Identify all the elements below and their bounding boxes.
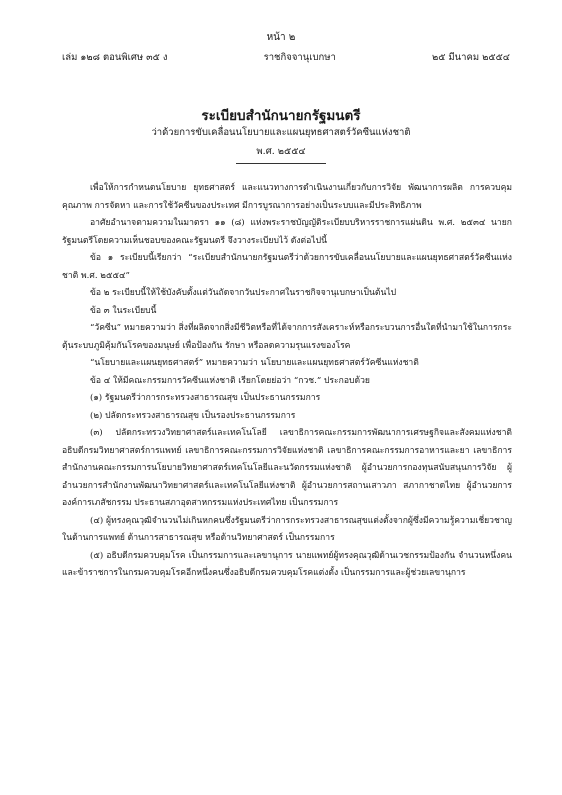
member-item-4: (๔) ผู้ทรงคุณวุฒิจำนวนไม่เกินหกคนซึ่งรัฐมนตรีว่าการกระทรวงสาธารณสุขแต่งตั้งจากผู้ซึ่งมีความรู้ความเชี่ยวชาญในด้านการแพทย์ ด้านการสาธารณสุข หรือด้านวิทยาศาสตร์ เป็นกรรมการ (62, 515, 512, 543)
authority-paragraph: อาศัยอำนาจตามความในมาตรา ๑๑ (๘) แห่งพระราชบัญญัติระเบียบบริหารราชการแผ่นดิน พ.ศ. ๒๕๓๔ นายกรัฐมนตรีโดยความเห็นชอบของคณะรัฐมนตรี จึงวางระเบียบไว้ ดังต่อไปนี้ (62, 218, 512, 246)
clause-2: ข้อ ๒ ระเบียบนี้ให้ใช้บังคับตั้งแต่วันถัดจากวันประกาศในราชกิจจานุเบกษาเป็นต้นไป (90, 288, 397, 298)
publication-date: ๒๕ มีนาคม ๒๕๕๔ (431, 52, 510, 63)
member-item-2: (๒) ปลัดกระทรวงสาธารณสุข เป็นรองประธานกรรมการ (90, 410, 296, 421)
gazette-header (62, 50, 510, 65)
clause-3: ข้อ ๓ ในระเบียบนี้ (90, 305, 157, 316)
definition-policy: “นโยบายและแผนยุทธศาสตร์” หมายความว่า นโยบายและแผนยุทธศาสตร์วัคซีนแห่งชาติ (90, 358, 419, 368)
document-subtitle: ว่าด้วยการขับเคลื่อนนโยบายและแผนยุทธศาสตร์วัคซีนแห่งชาติ (151, 127, 411, 138)
member-item-1: (๑) รัฐมนตรีว่าการกระทรวงสาธารณสุข เป็นประธานกรรมการ (90, 393, 321, 403)
member-item-5: (๕) อธิบดีกรมควบคุมโรค เป็นกรรมการและเลขานุการ นายแพทย์ผู้ทรงคุณวุฒิด้านเวชกรรมป้องกัน จำนวนหนึ่งคน และข้าราชการในกรมควบคุมโรคอีกหนึ่งคนซึ่งอธิบดีกรมควบคุมโรคแต่งตั้ง เป็นกรรมการและผู้ช่วยเลขานุการ (62, 550, 512, 578)
clause-1: ข้อ ๑ ระเบียบนี้เรียกว่า “ระเบียบสำนักนายกรัฐมนตรีว่าด้วยการขับเคลื่อนนโยบายและแผนยุทธศาสตร์วัคซีนแห่งชาติ พ.ศ. ๒๕๕๔” (62, 253, 512, 281)
issue-number: เล่ม ๑๒๘ ตอนพิเศษ ๓๕ ง (62, 52, 168, 63)
document-year: พ.ศ. ๒๕๕๔ (256, 146, 306, 157)
page-number: หน้า ๒ (266, 32, 296, 43)
definition-vaccine: “วัคซีน” หมายความว่า สิ่งที่ผลิตจากสิ่งมีชีวิตหรือที่ได้จากการสังเคราะห์หรือกระบวนการอื่นใดที่นำมาใช้ในการกระตุ้นระบบภูมิคุ้มกันโรคของมนุษย์ เพื่อป้องกัน รักษา หรือลดความรุนแรงของโรค (62, 323, 512, 351)
preamble-paragraph: เพื่อให้การกำหนดนโยบาย ยุทธศาสตร์ และแนวทางการดำเนินงานเกี่ยวกับการวิจัย พัฒนาการผลิต การควบคุมคุณภาพ การจัดหา และการใช้วัคซีนของประเทศ มีการบูรณาการอย่างเป็นระบบและมีประสิทธิภาพ (62, 183, 512, 211)
title-divider (236, 163, 326, 164)
member-item-3: (๓) ปลัดกระทรวงวิทยาศาสตร์และเทคโนโลยี เลขาธิการคณะกรรมการพัฒนาการเศรษฐกิจและสังคมแห่งชาติ อธิบดีกรมวิทยาศาสตร์การแพทย์ เลขาธิการคณะกรรมการวิจัยแห่งชาติ เลขาธิการคณะกรรมการอาหารและยา เลขาธิการสำนักงานคณะกรรมการนโยบายวิทยาศาสตร์เทคโนโลยีและนวัตกรรมแห่งชาติ ผู้อำนวยการกองทุนสนับสนุนการวิจัย ผู้อำนวยการสำนักงานพัฒนาวิทยาศาสตร์และเทคโนโลยีแห่งชาติ ผู้อำนวยการสถานเสาวภา สภากาชาดไทย ผู้อำนวยการองค์การเภสัชกรรม ประธานสภาอุตสาหกรรมแห่งประเทศไทย เป็นกรรมการ (62, 428, 512, 508)
gazette-name: ราชกิจจานุเบกษา (263, 52, 336, 63)
document-title: ระเบียบสำนักนายกรัฐมนตรี (201, 108, 361, 124)
document-body (62, 180, 512, 583)
clause-4: ข้อ ๔ ให้มีคณะกรรมการวัคซีนแห่งชาติ เรียกโดยย่อว่า “กวช.” ประกอบด้วย (90, 375, 370, 386)
